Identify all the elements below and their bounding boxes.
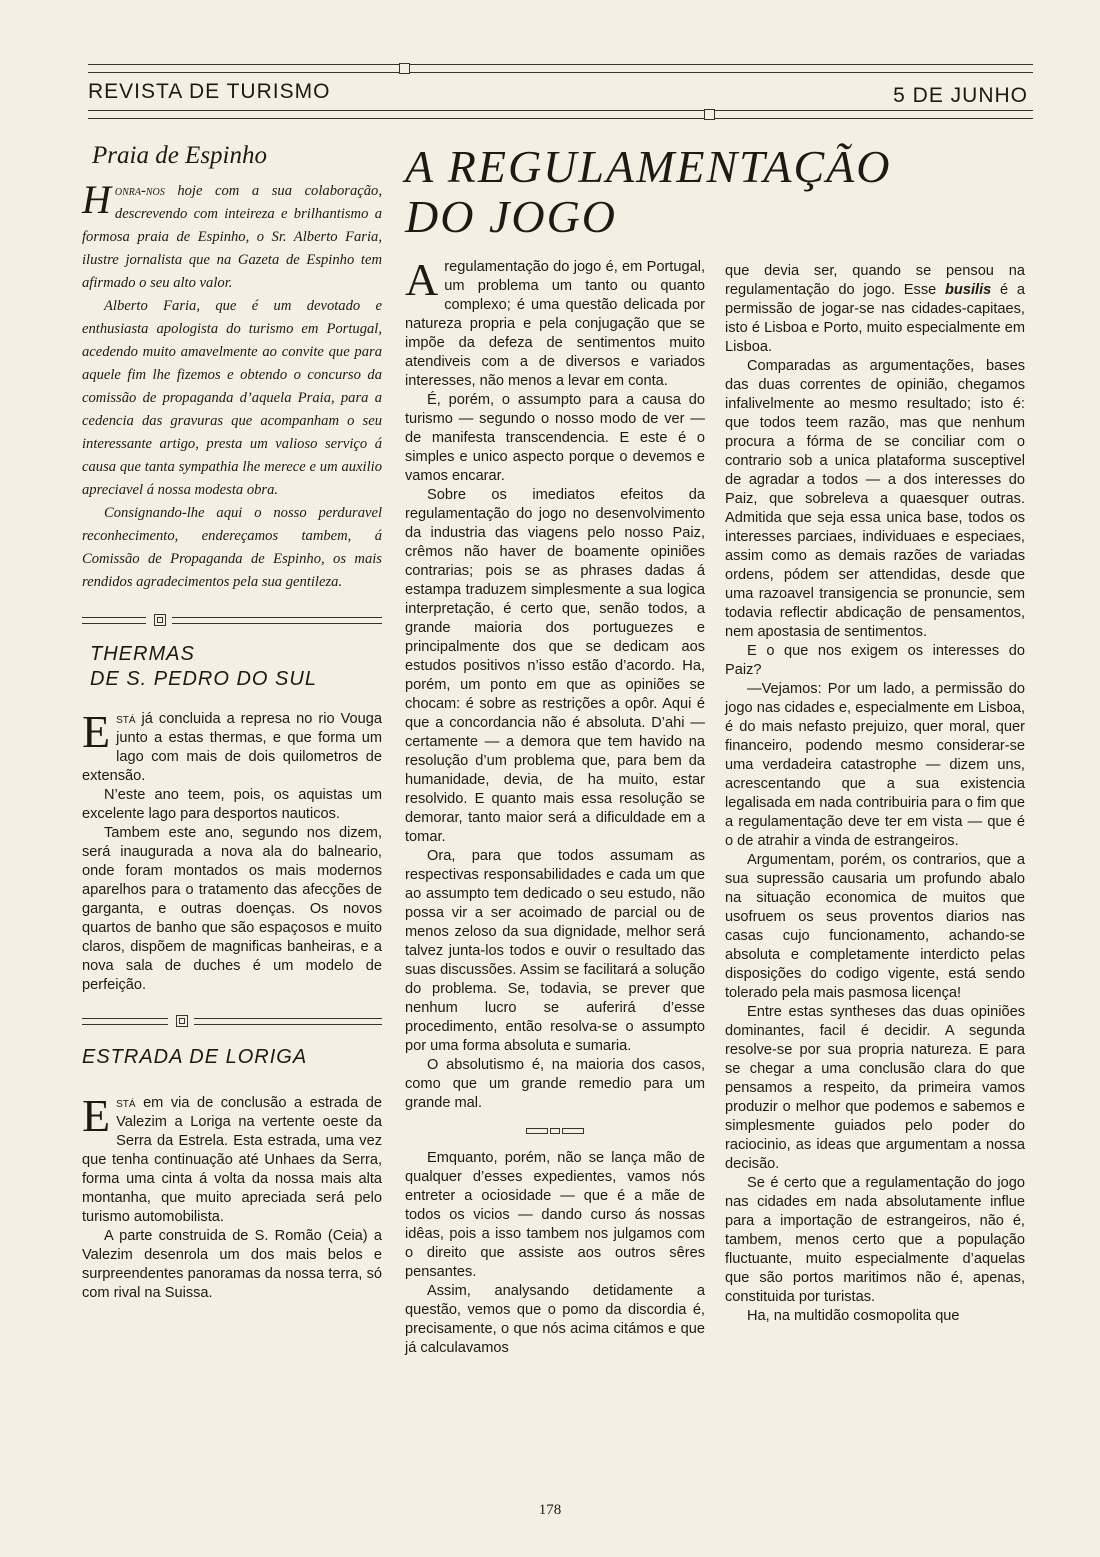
main-paragraph-6: Emquanto, porém, não se lança mão de qualquer d’esses expedientes, vamos nós entreter a ociosidade — que é a mãe de todos os vicios — dando curso ás nossas idêas, pois a isso tambem nos julgamos com o direito que assiste aos outros sêres pensantes. xyxy=(405,1150,705,1280)
main-article-title xyxy=(405,142,891,242)
estrada-paragraph-2: A parte construida de S. Romão (Ceia) a Valezim desenrola um dos mais belos e surpreendentes panoramas da nossa terra, só com rival na Suissa. xyxy=(82,1228,382,1301)
right-paragraph-2: Comparadas as argumentações, bases das duas correntes de opinião, chegamos infalivelmente ao mesmo resultado; isto é: que todos teem razão, mas que nenhum procura a fórma de se conciliar com o contrario sob a unica plataforma susceptivel de agradar a todos — a dos interesses do Paiz, que sobreleva a quaesquer outras. Admitida que seja essa unica base, todos os interesses parciaes, individuaes e especiaes, assim como as demais razões de variadas ordens, pódem ser attendidas, desde que uma razoavel transigencia se pronuncie, sem todavia reflectir abdicação de pensamentos, nem apostasia de sentimentos. xyxy=(725,358,1025,640)
estrada-lead: stá xyxy=(116,1095,136,1111)
thermas-lead: stá xyxy=(116,711,136,727)
right-p1-pre: que devia ser, quando se pensou na regulamentação do jogo. Esse xyxy=(725,263,1025,298)
main-paragraph-5: O absolutismo é, na maioria dos casos, como que um grande remedio para um grande mal. xyxy=(405,1057,705,1111)
praia-article xyxy=(82,177,382,594)
ornament-divider xyxy=(526,1127,584,1135)
estrada-paragraph-1 xyxy=(82,1090,382,1227)
main-p1-rest: regulamentação do jogo é, em Portugal, um problema um tanto ou quanto complexo; é uma questão delicada por natureza propria e pela conjugação que se impõe da defeza de sentimentos muito atendiveis com a de diversos e variados interesses, não menos a levar em conta. xyxy=(405,259,705,389)
praia-drop-cap: H xyxy=(82,177,111,222)
header-rule-bottom xyxy=(88,109,1033,119)
praia-paragraph-2: Alberto Faria, que é um devotado e enthusiasta apologista do turismo em Portugal, acedendo muito amavelmente ao convite que para aquele fim lhe fizemos e obtendo o concurso da comissão de propaganda d’aquela Praia, para a cedencia das gravuras que acompanham o seu interessante artigo, presta um valioso serviço á causa que tanta sympathia lhe merece e um auxilio apreciavel á nossa modesta obra. xyxy=(82,298,382,498)
praia-p1-rest: hoje com a sua colaboração, descrevendo com inteireza e brilhantismo a formosa praia de Espinho, o Sr. Alberto Faria, ilustre jornalista que na Gazeta de Espinho tem afirmado o seu alto valor. xyxy=(82,183,382,291)
right-paragraph-6: Entre estas syntheses das duas opiniões dominantes, facil é decidir. A segunda resolve-se por sua propria natureza. E para se chegar a uma conclusão clara do que pensamos a respeito, da primeira vamos produzir o melhor que podemos e sabemos e simplesmente guiados pelo poder do raciocinio, as ideas que argumentam a nossa decisão. xyxy=(725,1004,1025,1172)
right-p1-post: é a permissão de jogar-se nas cidades-capitaes, isto é Lisboa e Porto, muito especialmente em Lisboa. xyxy=(725,282,1025,355)
estrada-drop-cap: E xyxy=(82,1090,111,1141)
praia-lead: onra-nos xyxy=(114,183,165,199)
estrada-heading: ESTRADA DE LORIGA xyxy=(82,1046,308,1068)
thermas-p1-rest: já concluida a represa no rio Vouga junto a estas thermas, e que forma um lago com mais de dois quilometros de extensão. xyxy=(82,711,382,784)
right-column xyxy=(725,262,1025,1326)
thermas-article xyxy=(82,706,382,995)
section-divider xyxy=(82,1015,382,1029)
section-divider xyxy=(82,614,382,628)
estrada-p1-rest: em via de conclusão a estrada de Valezim a Loriga na vertente oeste da Serra da Estrela. Esta estrada, uma vez que tenha continuação até Unhaes da Serra, forma uma cinta á volta da nossa mais alta montanha, que muito apreciada será pelo turismo automobilista. xyxy=(82,1095,382,1225)
right-paragraph-1 xyxy=(725,262,1025,357)
thermas-title-1: THERMAS xyxy=(90,643,195,665)
right-paragraph-3: E o que nos exigem os interesses do Paiz? xyxy=(725,643,1025,678)
thermas-paragraph-3: Tambem este ano, segundo nos dizem, será inaugurada a nova ala do balneario, onde foram montados os mais modernos aparelhos para o tratamento das afecções de garganta, e outras doenças. Os novos quartos de banho que são espaçosos e muito claros, dispõem de magnificas banheiras, e a nova sala de duches é um modelo de perfeição. xyxy=(82,825,382,993)
praia-heading: Praia de Espinho xyxy=(92,142,267,169)
estrada-article xyxy=(82,1090,382,1303)
right-paragraph-8: Ha, na multidão cosmopolita que xyxy=(747,1308,960,1324)
thermas-title-2: DE S. PEDRO DO SUL xyxy=(90,668,317,690)
busilis-word: busilis xyxy=(945,282,992,298)
thermas-paragraph-2: N’este ano teem, pois, os aquistas um excelente lago para desportos nauticos. xyxy=(82,787,382,822)
page-number: 178 xyxy=(538,1502,562,1518)
praia-paragraph-3: Consignando-lhe aqui o nosso perduravel reconhecimento, endereçamos tambem, á Comissão de Propaganda de Espinho, os mais rendidos agradecimentos pela sua gentileza. xyxy=(82,505,382,590)
issue-date: 5 DE JUNHO xyxy=(893,84,1028,107)
thermas-heading xyxy=(90,642,382,692)
main-paragraph-3: Sobre os imediatos efeitos da regulamentação do jogo no desenvolvimento da industria das viagens pelo nosso Paiz, crêmos não haver de boamente opiniões contrarias; pois se as phrases dadas á estampa traduzem simplesmente a sua logica interpretação, é certo que, senão todos, a grande maioria dos portuguezes e principalmente dos que se dedicam aos estudos positivos n’isso estão d’acordo. Ha, porém, um ponto em que as opiniões se chocam: é sobre as restrições a opôr. Aqui é que a concordancia não é absoluta. D’ahi — certamente — a demora que tem havido na resolução d’um problema que, para bem da humanidade, devia, de ha muito, estar resolvido. E quanto mais essa resolução se demorar, tanto maior será a dificuldade em a tomar. xyxy=(405,487,705,845)
header-rule-top xyxy=(88,63,1033,73)
left-column xyxy=(82,142,382,1303)
right-paragraph-7: Se é certo que a regulamentação do jogo nas cidades em nada absolutamente influe para a importação de estrangeiros, não é, tambem, menos certo que a população fluctuante, muito especialmente d’aquelas que são portos maritimos não é, apenas, constituida por turistas. xyxy=(725,1175,1025,1305)
main-title-line-1: A REGULAMENTAÇÃO xyxy=(405,141,892,192)
main-paragraph-1 xyxy=(405,254,705,391)
main-paragraph-4: Ora, para que todos assumam as respectivas responsabilidades e cada um que ao assumpto tem dedicado o seu estudo, não possa vir a ser acoimado de parcial ou de menos zeloso da sua dignidade, melhor será talvez junta-los todos e ouvir o resultado das suas discussões. Assim se facilitará a solução do problema. Se, todavia, se prever que nenhum lucro se auferirá d’esse procedimento, então resolva-se o assumpto por uma forma absoluta e sumaria. xyxy=(405,848,705,1054)
thermas-paragraph-1 xyxy=(82,706,382,786)
main-title-line-2: DO JOGO xyxy=(405,191,618,242)
main-drop-cap: A xyxy=(405,254,439,305)
praia-paragraph-1 xyxy=(82,177,382,295)
magazine-title: REVISTA DE TURISMO xyxy=(88,80,331,103)
main-paragraph-2: É, porém, o assumpto para a causa do turismo — segundo o nosso modo de ver — de manifesta transcendencia. E este é o simples e unico aspecto porque o devemos e vamos encarar. xyxy=(405,392,705,484)
thermas-drop-cap: E xyxy=(82,706,111,757)
right-paragraph-5: Argumentam, porém, os contrarios, que a sua supressão causaria um profundo abalo na situação economica de muitos que usofruem os seus proventos diarios nas casas cujo funcionamento, achando-se absoluta e completamente interdicto pelas disposições do codigo vigente, está sendo tolerado pela mais pasmosa licença! xyxy=(725,852,1025,1001)
middle-column xyxy=(405,254,705,1358)
right-paragraph-4: —Vejamos: Por um lado, a permissão do jogo nas cidades e, especialmente em Lisboa, é do mais nefasto prejuizo, quer moral, quer financeiro, podendo mesmo considerar-se uma verdadeira catastrophe — dizem uns, acrescentando que a sua existencia legalisada em nada contribuiria para o fim que a regulamentação deve ter em vista — que é o de atrahir a vinda de estrangeiros. xyxy=(725,681,1025,849)
main-paragraph-7: Assim, analysando detidamente a questão, vemos que o pomo da discordia é, precisamente, o que nós acima citámos e que já calculavamos xyxy=(405,1283,705,1356)
